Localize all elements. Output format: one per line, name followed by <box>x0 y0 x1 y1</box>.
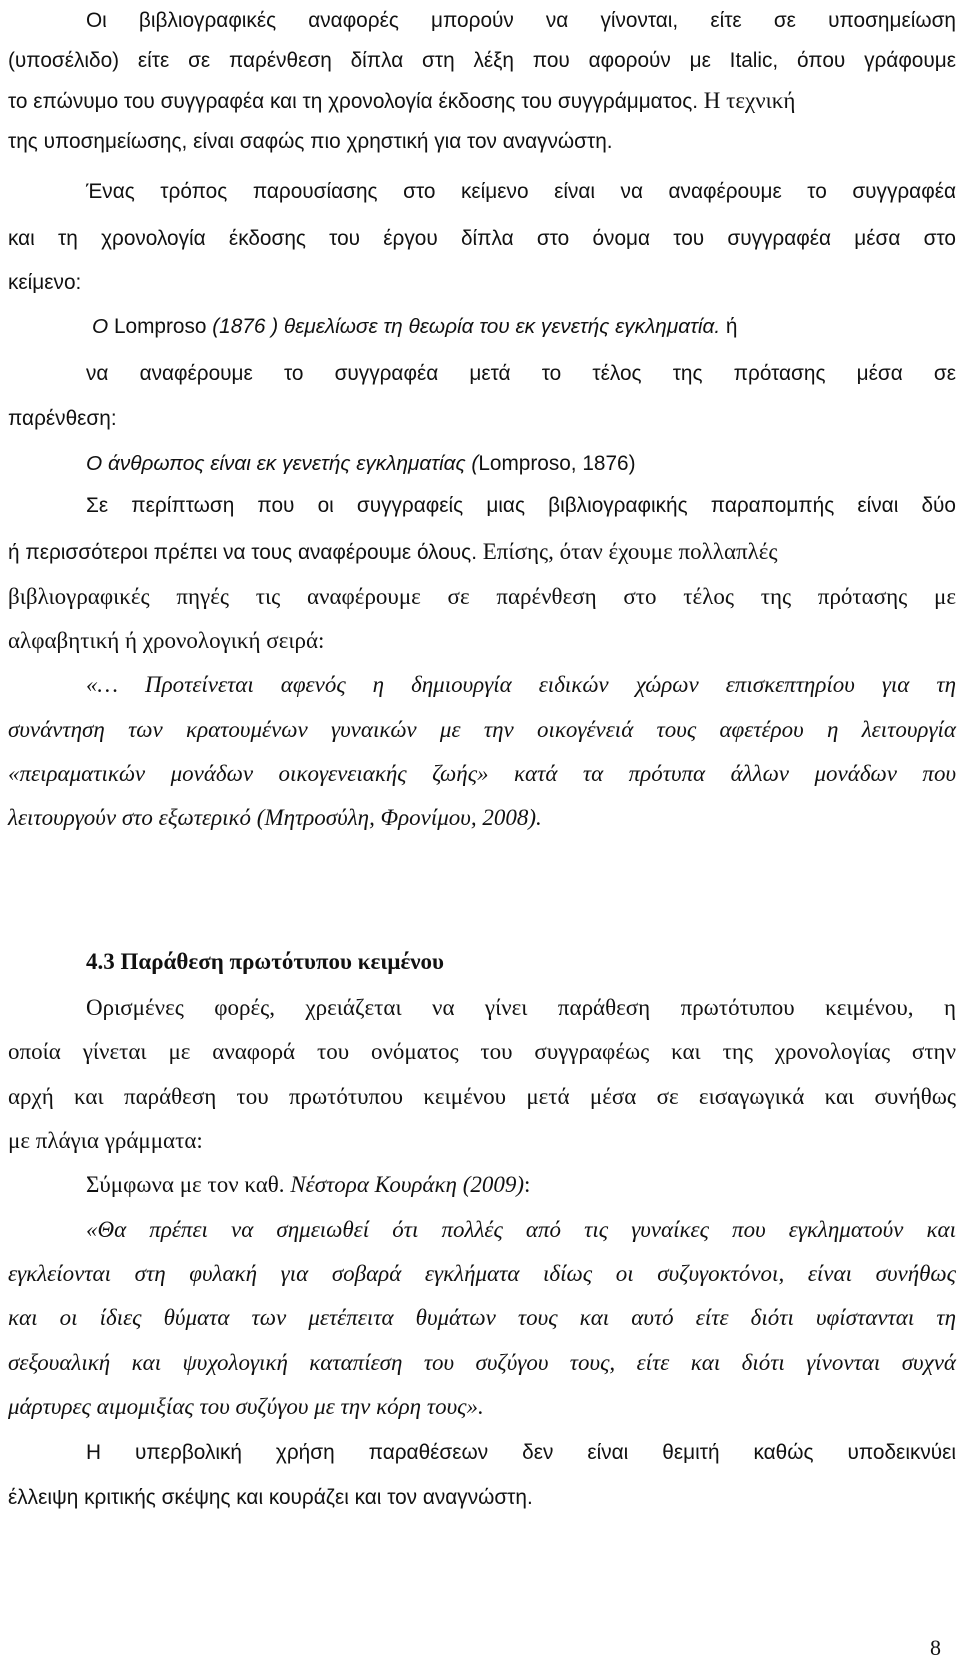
text-run: Σύμφωνα με τον καθ. <box>86 1172 291 1197</box>
text-run: αλφαβητική ή χρονολογική σειρά: <box>8 628 325 653</box>
paragraph-2-line-1 <box>86 177 956 207</box>
paragraph-3-line-1 <box>86 359 956 389</box>
quote-1-line-1 <box>86 670 956 700</box>
paragraph-5-line-1 <box>86 993 956 1023</box>
paragraph-2-line-3 <box>8 268 956 298</box>
text-run: Ορισμένες φορές, χρειάζεται να γίνει παράθεση πρωτότυπου κειμένου, η <box>86 995 956 1020</box>
text-run: «πειραματικών μονάδων οικογενειακής ζωής» κατά τα πρότυπα άλλων μονάδων που <box>8 761 956 786</box>
paragraph-4-line-2 <box>8 537 956 568</box>
text-run: αρχή και παράθεση του πρωτότυπου κειμένου μετά μέσα σε εισαγωγικά και συνήθως <box>8 1084 956 1109</box>
paragraph-1-line-1 <box>86 6 956 36</box>
citation: Lomproso, 1876) <box>478 452 636 475</box>
text-run: οποία γίνεται με αναφορά του ονόματος του συγγραφέως και της χρονολογίας στην <box>8 1039 956 1064</box>
section-heading: 4.3 Παράθεση πρωτότυπου κειμένου <box>86 949 444 974</box>
text-run: με πλάγια γράμματα: <box>8 1128 203 1153</box>
text-run: Σε περίπτωση που οι συγγραφείς μιας βιβλιογραφικής παραπομπής είναι δύο <box>86 494 956 517</box>
text-run: λειτουργούν στο εξωτερικό (Μητροσύλη, Φρονίμου, 2008). <box>8 805 542 830</box>
paragraph-6-line-2 <box>8 1483 956 1513</box>
paragraph-1-line-4 <box>8 127 956 157</box>
text-run: συνάντηση των κρατουμένων γυναικών με την οικογένειά τους αφετέρου η λειτουργία <box>8 717 956 742</box>
text-run: Ο <box>92 315 114 338</box>
quote-1-line-3 <box>8 759 956 789</box>
text-run: της υποσημείωσης, είναι σαφώς πιο χρηστική για τον αναγνώστη. <box>8 130 613 153</box>
paragraph-2-line-2 <box>8 224 956 254</box>
text-run: και τη χρονολογία έκδοσης του έργου δίπλα στο όνομα του συγγραφέα μέσα στο <box>8 227 956 250</box>
text-run: σεξουαλική και ψυχολογική καταπίεση του συζύγου τους, είτε και διότι γίνονται συχνά <box>8 1350 956 1375</box>
paragraph-1-line-2 <box>8 46 956 76</box>
text-run: κείμενο: <box>8 271 82 294</box>
text-run: : <box>524 1172 531 1197</box>
text-run: μάρτυρες αιμομιξίας του συζύγου με την κόρη τους». <box>8 1394 484 1419</box>
text-run: ή <box>720 315 738 338</box>
text-run: και οι ίδιες θύματα των μετέπειτα θυμάτων τους και αυτό είτε διότι υφίστανται τη <box>8 1305 956 1330</box>
text-run: βιβλιογραφικές πηγές τις αναφέρουμε σε παρένθεση στο τέλος της πρότασης με <box>8 584 956 609</box>
text-run: Η τεχνική <box>698 88 796 113</box>
example-2 <box>86 449 960 479</box>
text-run: ή περισσότεροι πρέπει να τους αναφέρουμε όλους. <box>8 541 477 564</box>
page-number: 8 <box>930 1635 941 1660</box>
paragraph-5-line-2 <box>8 1037 956 1067</box>
text-run: εγκλείονται στη φυλακή για σοβαρά εγκλήματα ιδίως οι συζυγοκτόνοι, είναι συνήθως <box>8 1261 956 1286</box>
text-run: παρένθεση: <box>8 407 117 430</box>
text-run: Ένας τρόπος παρουσίασης στο κείμενο είναι να αναφέρουμε το συγγραφέα <box>86 180 956 203</box>
paragraph-4-line-3 <box>8 582 956 612</box>
quote-2-line-1 <box>86 1215 956 1245</box>
text-run: Ο άνθρωπος είναι εκ γενετής εγκληματίας ( <box>86 452 479 475</box>
quote-1-line-4 <box>8 803 956 833</box>
paragraph-3-line-2 <box>8 404 956 434</box>
paragraph-5-line-3 <box>8 1082 956 1112</box>
quote-intro <box>86 1170 960 1200</box>
paragraph-4-line-1 <box>86 491 956 521</box>
paragraph-6-line-1 <box>86 1438 956 1468</box>
text-run: το επώνυμο του συγγραφέα και τη χρονολογία έκδοσης του συγγράμματος. <box>8 90 698 113</box>
paragraph-1-line-3 <box>8 86 956 117</box>
paragraph-4-line-4 <box>8 626 956 656</box>
text-run: Η υπερβολική χρήση παραθέσεων δεν είναι θεμιτή καθώς υποδεικνύει <box>86 1441 956 1464</box>
quote-2-line-4 <box>8 1348 956 1378</box>
quote-2-line-2 <box>8 1259 956 1289</box>
text-run: (1876 ) θεμελίωσε τη θεωρία του εκ γενετής εγκληματία. <box>206 315 721 338</box>
text-run: «… Προτείνεται αφενός η δημιουργία ειδικών χώρων επισκεπτηρίου για τη <box>86 672 956 697</box>
quote-1-line-2 <box>8 715 956 745</box>
text-run: Οι βιβλιογραφικές αναφορές μπορούν να γίνονται, είτε σε υποσημείωση <box>86 9 956 32</box>
text-run: έλλειψη κριτικής σκέψης και κουράζει και τον αναγνώστη. <box>8 1486 533 1509</box>
text-run: «Θα πρέπει να σημειωθεί ότι πολλές από τις γυναίκες που εγκληματούν και <box>86 1217 956 1242</box>
paragraph-5-line-4 <box>8 1126 956 1156</box>
example-1 <box>92 312 960 342</box>
quote-2-line-5 <box>8 1392 956 1422</box>
author-citation: Νέστορα Κουράκη (2009) <box>290 1172 525 1197</box>
text-run: να αναφέρουμε το συγγραφέα μετά το τέλος της πρότασης μέσα σε <box>86 362 956 385</box>
text-run: (υποσέλιδο) είτε σε παρένθεση δίπλα στη λέξη που αφορούν με Italic, όπου γράφουμε <box>8 49 956 72</box>
author-name: Lomproso <box>113 315 207 338</box>
quote-2-line-3 <box>8 1303 956 1333</box>
text-run: Επίσης, όταν έχουμε πολλαπλές <box>476 539 778 564</box>
